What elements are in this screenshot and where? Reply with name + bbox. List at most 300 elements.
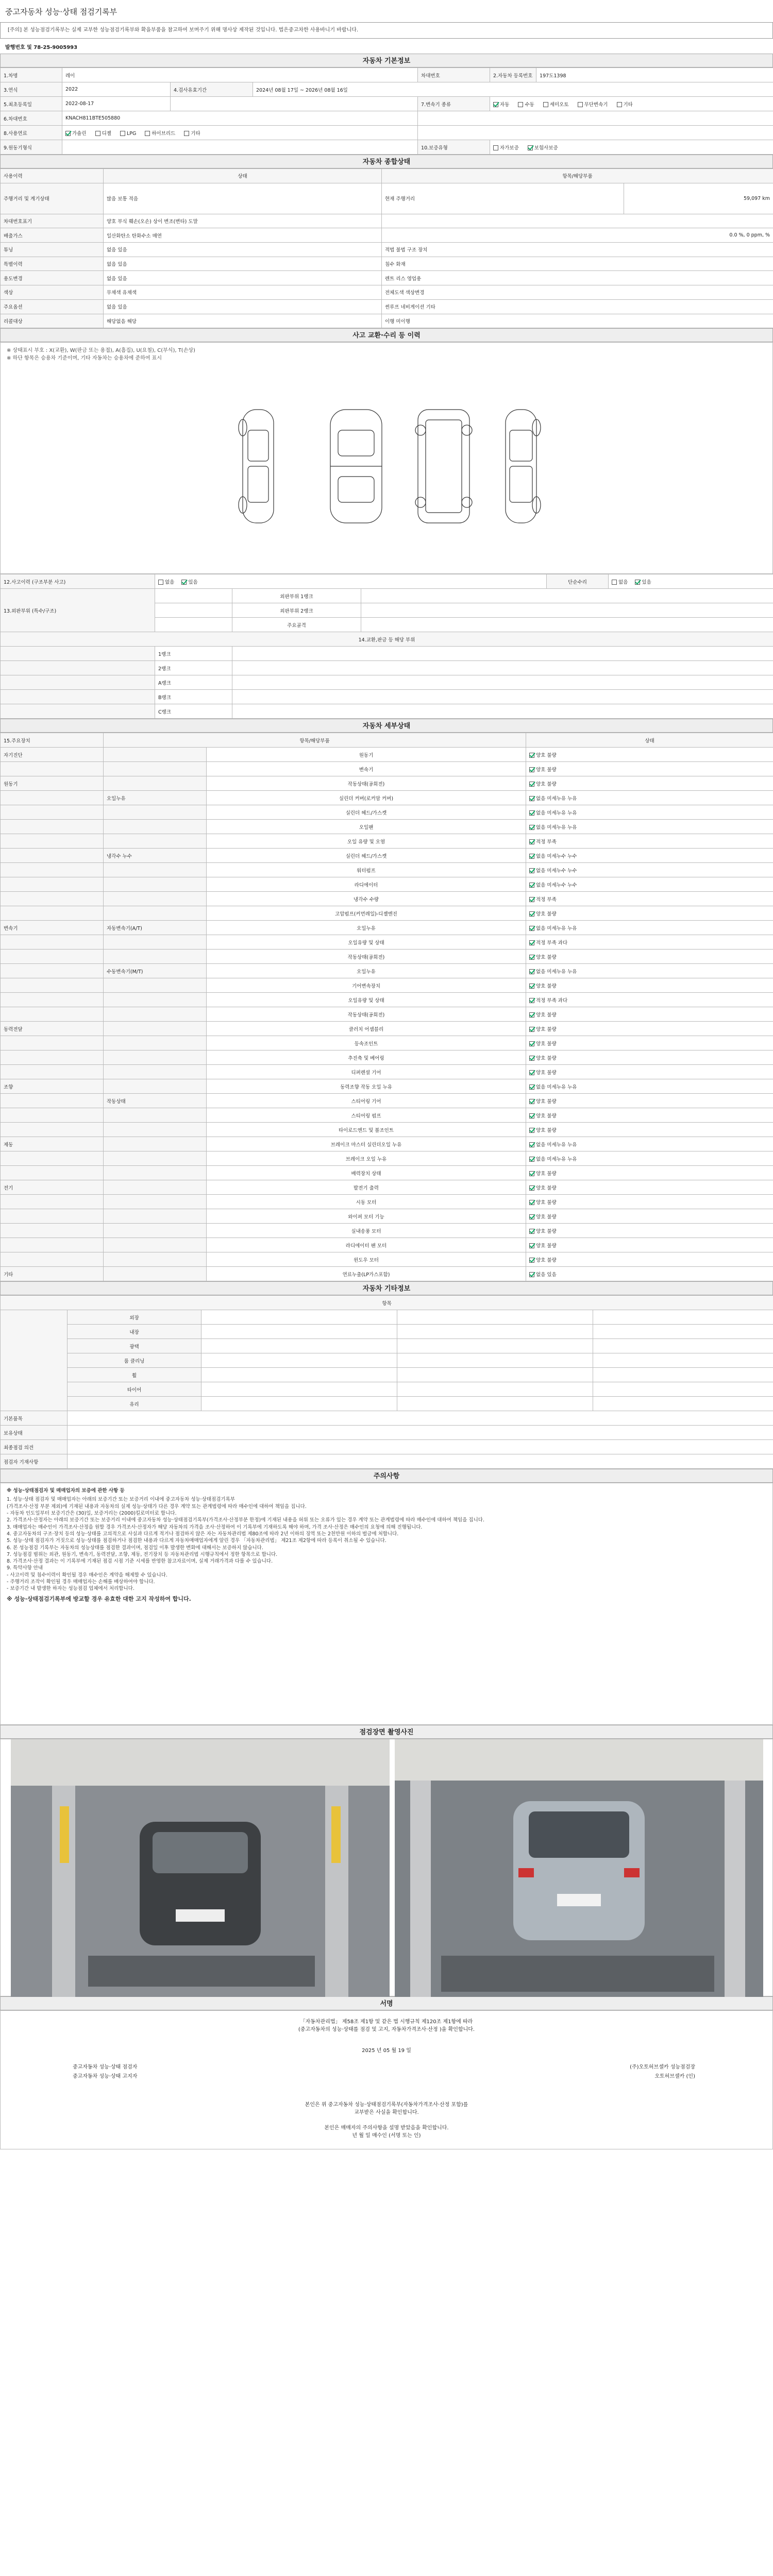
other-cell <box>397 1368 593 1382</box>
detail-item: 냉각수 수량 <box>207 892 526 906</box>
detail-sub <box>104 1108 207 1123</box>
detail-sub <box>104 1224 207 1238</box>
detail-sub <box>104 762 207 776</box>
detail-state: 없음 미세누수 누수 <box>526 849 773 863</box>
other-cell <box>397 1397 593 1411</box>
inspection-photo-rear <box>395 1739 763 1997</box>
detail-group <box>1 1036 104 1050</box>
overall-row-label: 색상 <box>1 285 104 300</box>
car-front-photo-icon <box>11 1739 390 1997</box>
detail-state: 없음 미세누유 누유 <box>526 820 773 834</box>
checkbox-icon <box>120 131 125 136</box>
checkbox-icon <box>529 1142 534 1147</box>
detail-state: 양호 불량 <box>526 1108 773 1123</box>
rank-row: 외판부위 1랭크 <box>232 589 361 603</box>
note-line: 2. 가격조사·산정자는 아래의 보증기간 또는 보증거리 이내에 중고자동차 성능·상태점검기록부(가격조사·산정부분 한정)에 기재된 내용을 허위 또는 오류가 있는 경우 계약 또는 관계법령에 따라 매수인에 대하여 책임을 집니다. <box>7 1517 484 1523</box>
sign-inspector-label: 중고자동차 성능·상태 점검자 <box>73 2064 138 2071</box>
detail-sub <box>104 863 207 877</box>
detail-group: 전기 <box>1 1180 104 1195</box>
detail-item: 연료누출(LP가스포함) <box>207 1267 526 1281</box>
detail-state: 양호 불량 <box>526 1224 773 1238</box>
checkbox-icon <box>145 131 150 136</box>
detail-sub <box>104 1151 207 1166</box>
section-photos-header: 점검장면 촬영사진 <box>0 1725 773 1739</box>
checkbox-icon <box>529 940 534 945</box>
other-row-label: 유리 <box>68 1397 201 1411</box>
frame-row: 1랭크 <box>155 647 232 661</box>
detail-group <box>1 762 104 776</box>
note-line: - 자동차 인도일부터 보증기간은 (30)일, 보증거리는 (2000)킬로미터로 합니다. <box>7 1511 177 1517</box>
frame-row: A랭크 <box>155 675 232 690</box>
detail-sub: 오일누유 <box>104 791 207 805</box>
inspection-photo-front <box>11 1739 390 1997</box>
checkbox-icon <box>529 1027 534 1032</box>
detail-state: 양호 불량 <box>526 906 773 921</box>
detail-sub <box>104 935 207 950</box>
detail-state: 양호 불량 <box>526 1050 773 1065</box>
detail-state: 양호 불량 <box>526 950 773 964</box>
damage-legend: ※ 하단 항목은 승용차 기준이며, 기타 자동차는 승용차에 준하여 표시 <box>7 355 162 362</box>
section-basic-header: 자동차 기본정보 <box>0 54 773 67</box>
detail-group: 조향 <box>1 1079 104 1094</box>
checkbox-icon <box>529 810 534 816</box>
checkbox-icon <box>529 1084 534 1090</box>
detail-sub <box>104 1065 207 1079</box>
detail-group <box>1 964 104 978</box>
detail-item: 타이로드엔드 및 볼조인트 <box>207 1123 526 1137</box>
detail-item: 원동기 <box>207 748 526 762</box>
checkbox-icon <box>529 1272 534 1277</box>
sign-notifier-label: 중고자동차 성능·상태 고지자 <box>73 2074 138 2080</box>
checkbox-icon <box>493 102 498 107</box>
section-other-header: 자동차 기타정보 <box>0 1281 773 1295</box>
detail-group <box>1 1252 104 1267</box>
detail-sub <box>104 906 207 921</box>
detail-item: 오일 유량 및 오염 <box>207 834 526 849</box>
detail-sub <box>104 1180 207 1195</box>
warranty-type-label: 10.보증유형 <box>418 140 490 155</box>
rank-label: 13.외판부위 (특수/구조) <box>1 589 155 632</box>
detail-group <box>1 1151 104 1166</box>
year-value: 2022 <box>62 82 171 97</box>
sign-date: 2025 년 05 월 19 일 <box>362 2048 411 2054</box>
other-row-label: 타이어 <box>68 1382 201 1397</box>
other-cell <box>593 1339 773 1353</box>
checkbox-icon <box>529 1128 534 1133</box>
detail-item: 라디에이터 <box>207 877 526 892</box>
overall-header: 항목/해당부품 <box>382 169 773 183</box>
notes-title: ※ 성능·상태점검자 및 매매업자의 보증에 관한 사항 등 <box>7 1488 125 1494</box>
detail-sub <box>104 1079 207 1094</box>
detail-sub <box>104 1050 207 1065</box>
detail-group <box>1 935 104 950</box>
checkbox-icon <box>543 102 548 107</box>
car-outline-icon <box>227 399 547 533</box>
checkbox-icon <box>529 1229 534 1234</box>
other-table <box>0 1295 773 1469</box>
checkbox-icon <box>529 1070 534 1075</box>
checkbox-icon <box>529 1243 534 1248</box>
other-extra-value <box>68 1454 773 1469</box>
checkbox-icon <box>158 580 163 585</box>
detail-group <box>1 906 104 921</box>
other-cell <box>593 1310 773 1325</box>
damage-legend: ※ 상태표시 부호 : X(교환), W(판금 또는 용접), A(흠집), U(요철), C(부식), T(손상) <box>7 348 195 354</box>
detail-sub <box>104 1166 207 1180</box>
sign-line: 본인은 위 중고자동차 성능·상태점검기록부(자동차가격조사·산정 포함)를 <box>305 2102 468 2108</box>
detail-state: 적정 부족 <box>526 834 773 849</box>
detail-header: 15.주요장치 <box>1 733 104 748</box>
overall-row-state: 없음 있음 <box>104 243 382 257</box>
note-line: (가격조사·산정 부분 제외)에 기재된 내용과 자동차의 실제 성능·상태가 다른 경우 계약 또는 관계법령에 따라 매수인에 대하여 책임을 집니다. <box>7 1503 307 1510</box>
notes-block <box>0 1483 773 1725</box>
overall-row-note: 렌트 리스 영업용 <box>382 271 773 285</box>
other-cell <box>201 1397 397 1411</box>
detail-group <box>1 834 104 849</box>
detail-header: 상태 <box>526 733 773 748</box>
vin2-label: 6.차대번호 <box>1 111 62 126</box>
detail-group <box>1 1094 104 1108</box>
detail-sub <box>104 950 207 964</box>
detail-state: 없음 미세누유 누유 <box>526 805 773 820</box>
overall-header: 사용이력 <box>1 169 104 183</box>
checkbox-icon <box>578 102 583 107</box>
detail-sub: 냉각수 누수 <box>104 849 207 863</box>
detail-group <box>1 1224 104 1238</box>
checkbox-icon <box>529 897 534 902</box>
other-cell <box>397 1339 593 1353</box>
detail-state: 양호 불량 <box>526 1007 773 1022</box>
other-cell <box>593 1353 773 1368</box>
checkbox-icon <box>529 1200 534 1205</box>
detail-state: 양호 불량 <box>526 1166 773 1180</box>
frame-row: 2랭크 <box>155 661 232 675</box>
detail-state: 없음 미세누유 누유 <box>526 921 773 935</box>
detail-state: 적정 부족 <box>526 892 773 906</box>
detail-sub <box>104 993 207 1007</box>
frame-header: 14.교환,판금 등 해당 부위 <box>1 632 773 647</box>
detail-state: 없음 미세누유 누유 <box>526 1137 773 1151</box>
checkbox-icon <box>493 145 498 150</box>
detail-group <box>1 1050 104 1065</box>
overall-table <box>0 168 773 328</box>
detail-item: 스티어링 기어 <box>207 1094 526 1108</box>
checkbox-icon <box>529 955 534 960</box>
detail-state: 양호 불량 <box>526 1094 773 1108</box>
overall-row-note: 썬루프 네비게이션 기타 <box>382 299 773 314</box>
detail-group <box>1 1209 104 1224</box>
checkbox-icon <box>635 580 640 585</box>
frame-row: C랭크 <box>155 704 232 719</box>
vin2-value: KNACH811BTE505880 <box>62 111 418 126</box>
checkbox-icon <box>529 1041 534 1046</box>
detail-item: 작동상태(공회전) <box>207 776 526 791</box>
warranty-label: 9.원동기형식 <box>1 140 62 155</box>
overall-row-state: 없음 있음 <box>104 271 382 285</box>
detail-item: 워터펌프 <box>207 863 526 877</box>
other-extra-label: 최종점검 의견 <box>1 1440 68 1454</box>
detail-item: 기어변속장치 <box>207 978 526 993</box>
detail-state: 양호 불량 <box>526 1123 773 1137</box>
detail-group <box>1 1007 104 1022</box>
detail-item: 브레이크 오일 누유 <box>207 1151 526 1166</box>
detail-item: 클러치 어셈블리 <box>207 1022 526 1036</box>
checkbox-icon <box>529 767 534 772</box>
detail-state: 양호 불량 <box>526 1022 773 1036</box>
detail-item: 오일팬 <box>207 820 526 834</box>
detail-item: 배력장치 상태 <box>207 1166 526 1180</box>
checkbox-icon <box>529 984 534 989</box>
other-row-label: 내장 <box>68 1325 201 1339</box>
detail-group <box>1 791 104 805</box>
other-cell <box>201 1353 397 1368</box>
other-cell <box>201 1382 397 1397</box>
overall-row-state: 해당없음 해당 <box>104 314 382 328</box>
note-line: - 보증기간 내 발생한 하자는 성능점검 업체에서 처리합니다. <box>7 1586 135 1592</box>
mileage-value: 59,097 km <box>624 183 773 214</box>
detail-state: 없음 있음 <box>526 1267 773 1281</box>
detail-state: 양호 불량 <box>526 1252 773 1267</box>
reg-number: 197도1398 <box>536 68 773 82</box>
other-cell <box>397 1382 593 1397</box>
detail-group <box>1 993 104 1007</box>
detail-item: 브레이크 마스터 실린더오일 누유 <box>207 1137 526 1151</box>
detail-table <box>0 733 773 1281</box>
other-row-label: 룸 클리닝 <box>68 1353 201 1368</box>
overall-row-note: 현재 주행거리 <box>382 183 624 214</box>
detail-group: 변속기 <box>1 921 104 935</box>
overall-row-label: 배출가스 <box>1 228 104 243</box>
checkbox-icon <box>529 883 534 888</box>
car-name-label: 1.차명 <box>1 68 62 82</box>
detail-state: 없음 미세누유 누유 <box>526 1079 773 1094</box>
sign-line: 「자동차관리법」 제58조 제1항 및 같은 법 시행규칙 제120조 제1항에 따라 <box>300 2019 473 2025</box>
note-line: 6. 본 성능점검 기록부는 자동차의 성능상태를 점검한 결과이며, 점검일 이후 발생한 변화에 대해서는 보증하지 않습니다. <box>7 1545 263 1551</box>
sign-line: 본인은 매매자의 주의사항을 설명 받았음을 확인합니다. <box>324 2125 449 2131</box>
checkbox-icon <box>529 969 534 974</box>
detail-group: 자기진단 <box>1 748 104 762</box>
sign-line: 교부받은 사실을 확인합니다. <box>354 2110 419 2116</box>
detail-item: 오일누유 <box>207 964 526 978</box>
detail-state: 양호 불량 <box>526 1209 773 1224</box>
note-line: 9. 특약사항 안내 <box>7 1565 43 1571</box>
detail-group: 제동 <box>1 1137 104 1151</box>
other-cell <box>593 1325 773 1339</box>
detail-state: 양호 불량 <box>526 978 773 993</box>
other-cell <box>397 1310 593 1325</box>
other-cell <box>593 1368 773 1382</box>
detail-item: 작동상태(공회전) <box>207 1007 526 1022</box>
car-name: 레이 <box>62 68 418 82</box>
detail-group <box>1 978 104 993</box>
overall-row-note: 침수 화재 <box>382 257 773 271</box>
detail-sub <box>104 978 207 993</box>
checkbox-icon <box>529 1258 534 1263</box>
note-line: 3. 매매업자는 매수인이 가격조사·산정을 원할 경우 가격조사·산정자가 해당 자동차의 가격을 조사·산정하여 이 기록부에 기재하도록 해야 하며, 가격 조사·산정은 매수인의 요청에 의해 진행됩니다. <box>7 1524 423 1530</box>
other-row-label: 휠 <box>68 1368 201 1382</box>
detail-group <box>1 1065 104 1079</box>
damage-diagram <box>0 342 773 574</box>
overall-row-note: 0.0 %, 0 ppm, % <box>382 228 773 243</box>
section-detail-header: 자동차 세부상태 <box>0 719 773 733</box>
overall-row-label: 튜닝 <box>1 243 104 257</box>
sign-notifier-name: 오토허브셀카 (인) <box>654 2074 695 2080</box>
checkbox-icon <box>529 1012 534 1018</box>
checkbox-icon <box>529 796 534 801</box>
detail-state: 양호 불량 <box>526 1036 773 1050</box>
detail-sub <box>104 776 207 791</box>
detail-group <box>1 820 104 834</box>
fuel-options: 가솔린 디젤 LPG 하이브리드 기타 <box>62 126 418 140</box>
other-extra-label: 점검자 기재사항 <box>1 1454 68 1469</box>
sign-line: 년 월 일 매수인 (서명 또는 인) <box>352 2133 421 2139</box>
other-cell <box>201 1325 397 1339</box>
rank-row: 주요골격 <box>232 618 361 632</box>
note-line: 4. 중고자동차의 구조·장치 등의 성능·상태를 고의적으로 사실과 다르게 적거나 점검하지 않은 자는 자동차관리법 제80조에 따라 2년 이하의 징역 또는 2천만원 이하의 벌금에 처합니다. <box>7 1531 399 1537</box>
detail-group: 기타 <box>1 1267 104 1281</box>
detail-item: 와이퍼 모터 기능 <box>207 1209 526 1224</box>
accident-table: 12.사고이력 (구조부분 사고) 없음 있음 단순수리 없음 있음 13.외판부위 (특수/구조) 외판부위 1랭크 외판부위 2랭크 주요골격 14.교환,판금 등 해당 부위 1랭크 2랭크 A랭크 B랭크 C랭크 <box>0 574 773 719</box>
detail-sub <box>104 1007 207 1022</box>
detail-item: 시동 모터 <box>207 1195 526 1209</box>
detail-state: 없음 미세누유 누유 <box>526 791 773 805</box>
detail-sub <box>104 892 207 906</box>
detail-item: 작동상태(공회전) <box>207 950 526 964</box>
checkbox-icon <box>612 580 617 585</box>
detail-state: 양호 불량 <box>526 1195 773 1209</box>
note-line: 5. 성능·상태 점검자가 거짓으로 성능·상태를 점검하거나 점검한 내용과 다르게 자동차매매업자에게 알린 경우 「자동차관리법」 제21조 제2항에 따라 등록이 취소될 수 있습니다. <box>7 1538 386 1544</box>
overall-row-label: 주행거리 및 계기상태 <box>1 183 104 214</box>
other-cell <box>593 1382 773 1397</box>
checkbox-icon <box>529 839 534 844</box>
detail-state: 없음 미세누수 누수 <box>526 877 773 892</box>
detail-group <box>1 1123 104 1137</box>
detail-item: 오일누유 <box>207 921 526 935</box>
note-line: 7. 성능점검 범위는 외관, 원동기, 변속기, 동력전달, 조향, 제동, 전기장치 등 자동차관리법 시행규칙에서 정한 항목으로 합니다. <box>7 1551 278 1557</box>
sign-line: (중고자동차의 성능·상태를 점검 및 고지, 자동차가격조사·산정 )을 확인합니다. <box>298 2027 475 2033</box>
detail-sub <box>104 877 207 892</box>
detail-group: 동력전달 <box>1 1022 104 1036</box>
detail-item: 오일유량 및 상태 <box>207 935 526 950</box>
detail-sub: 수동변속기(M/T) <box>104 964 207 978</box>
other-extra-value <box>68 1440 773 1454</box>
detail-item: 고압펌프(커먼레일)-디젤엔진 <box>207 906 526 921</box>
overall-row-state: 무채색 유채색 <box>104 285 382 300</box>
detail-sub <box>104 820 207 834</box>
vin-label: 차대번호 <box>418 68 490 82</box>
checkbox-icon <box>529 1113 534 1118</box>
overall-row-state: 없음 있음 <box>104 299 382 314</box>
detail-item: 변속기 <box>207 762 526 776</box>
sign-inspector-name: (주)오토허브셀카 성능점검장 <box>630 2064 695 2071</box>
period-label: 4.검사유효기간 <box>171 82 253 97</box>
checkbox-icon <box>529 825 534 830</box>
year-label: 3.연식 <box>1 82 62 97</box>
overall-row-label: 리콜대상 <box>1 314 104 328</box>
note-line: 8. 가격조사·산정 결과는 이 기록부에 기재된 점검 시점 기준 시세를 반영한 참고자료이며, 실제 거래가격과 다를 수 있습니다. <box>7 1558 273 1565</box>
notice: [주의] 본 성능점검기록부는 실제 교부한 성능점검기록부와 확을부품을 참고하여 보며주기 위해 명사상 제작된 것입니다. 법은중고차한 사용바니기 바랍니다. <box>0 22 773 39</box>
first-reg-value: 2022-08-17 <box>62 97 171 111</box>
frame-row: B랭크 <box>155 690 232 704</box>
accident-label: 12.사고이력 (구조부분 사고) <box>1 574 155 589</box>
sign-block <box>0 2010 773 2149</box>
checkbox-icon <box>528 145 533 150</box>
detail-sub <box>104 834 207 849</box>
checkbox-icon <box>529 1214 534 1219</box>
detail-sub <box>104 1252 207 1267</box>
overall-row-label: 주요옵션 <box>1 299 104 314</box>
section-damage-header: 사고 교환·수리 등 이력 <box>0 328 773 342</box>
checkbox-icon <box>529 926 534 931</box>
note-line: 1. 성능·상태 점검자 및 매매업자는 아래의 보증기간 또는 보증거리 이내에 중고자동차 성능·상태점검기록부 <box>7 1497 235 1503</box>
detail-item: 등속조인트 <box>207 1036 526 1050</box>
checkbox-icon <box>529 1171 534 1176</box>
other-cell <box>201 1339 397 1353</box>
checkbox-icon <box>617 102 622 107</box>
other-extra-value <box>68 1411 773 1426</box>
detail-sub <box>104 1195 207 1209</box>
detail-sub <box>104 1209 207 1224</box>
detail-item: 윈도우 모터 <box>207 1252 526 1267</box>
detail-sub: 자동변속기(A/T) <box>104 921 207 935</box>
other-row-label: 광택 <box>68 1339 201 1353</box>
checkbox-icon <box>529 1056 534 1061</box>
detail-state: 없음 미세누유 누유 <box>526 1151 773 1166</box>
detail-item: 라디에이터 팬 모터 <box>207 1238 526 1252</box>
checkbox-icon <box>529 753 534 758</box>
rank-row: 외판부위 2랭크 <box>232 603 361 618</box>
detail-sub <box>104 1036 207 1050</box>
section-sign-header: 서명 <box>0 1996 773 2010</box>
detail-item: 실내송풍 모터 <box>207 1224 526 1238</box>
checkbox-icon <box>529 854 534 859</box>
detail-item: 실린더 헤드/가스켓 <box>207 805 526 820</box>
overall-row-note: 이행 미이행 <box>382 314 773 328</box>
checkbox-icon <box>529 911 534 917</box>
detail-group <box>1 805 104 820</box>
detail-group <box>1 877 104 892</box>
detail-group <box>1 1195 104 1209</box>
detail-state: 적정 부족 과다 <box>526 935 773 950</box>
other-cell <box>397 1353 593 1368</box>
overall-row-note: 전체도색 색상변경 <box>382 285 773 300</box>
overall-row-note <box>382 214 773 228</box>
detail-group <box>1 1238 104 1252</box>
detail-sub <box>104 1022 207 1036</box>
car-rear-photo-icon <box>395 1739 763 1997</box>
detail-group <box>1 1108 104 1123</box>
checkbox-icon <box>184 131 189 136</box>
detail-state: 양호 불량 <box>526 1180 773 1195</box>
detail-group <box>1 950 104 964</box>
detail-header: 항목/해당부품 <box>104 733 526 748</box>
notes-footer: ※ 성능·상태점검기록부에 방교할 경우 유효한 대한 고지 작성하여 합니다. <box>7 1595 191 1602</box>
detail-sub <box>104 1137 207 1151</box>
detail-item: 디퍼렌셜 기어 <box>207 1065 526 1079</box>
other-extra-label: 보유상태 <box>1 1426 68 1440</box>
document-title: 중고자동차 성능·상태 점검기록부 <box>5 7 117 16</box>
detail-item: 스티어링 펌프 <box>207 1108 526 1123</box>
reg-label: 2.자동차 등록번호 <box>490 68 536 82</box>
overall-row-label: 차대번호표기 <box>1 214 104 228</box>
note-line: - 사고이력 및 침수이력이 확인될 경우 매수인은 계약을 해제할 수 있습니다. <box>7 1572 167 1578</box>
overall-row-note: 적법 불법 구조 장치 <box>382 243 773 257</box>
detail-item: 오일유량 및 상태 <box>207 993 526 1007</box>
detail-group: 원동기 <box>1 776 104 791</box>
checkbox-icon <box>95 131 100 136</box>
detail-state: 없음 미세누수 누수 <box>526 863 773 877</box>
other-extra-label: 기본품목 <box>1 1411 68 1426</box>
